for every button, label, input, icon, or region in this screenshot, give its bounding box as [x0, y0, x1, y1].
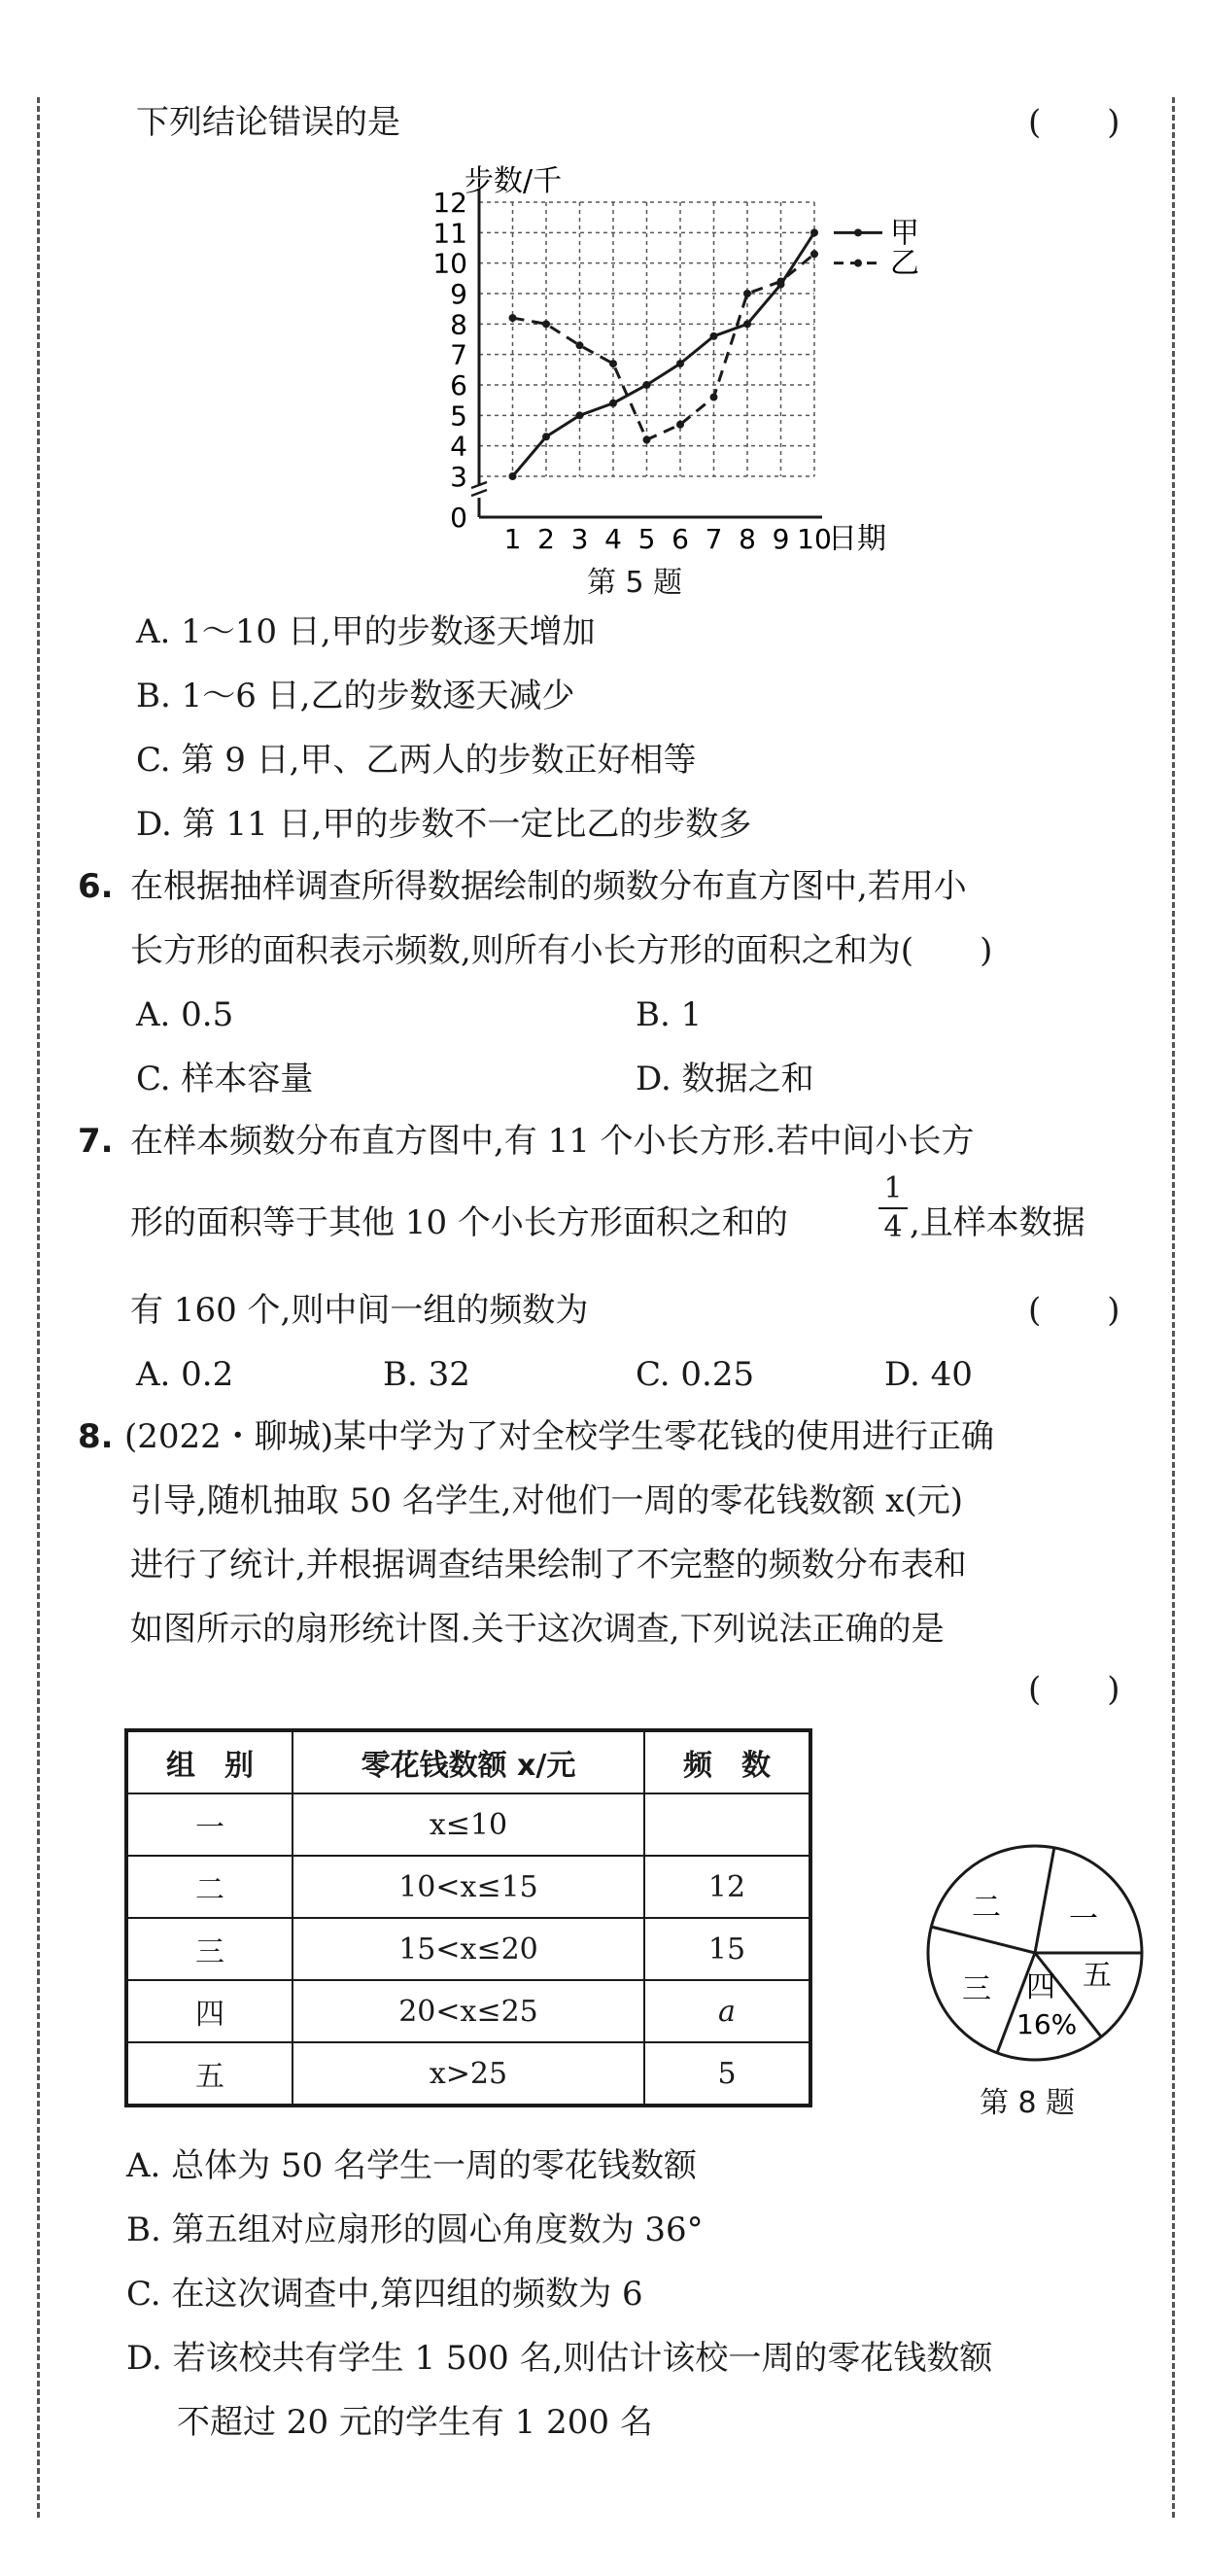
- pie-label-4: 四: [1026, 1970, 1055, 2004]
- q8-line3: 进行了统计,并根据调查结果绘制了不完整的频数分布表和: [130, 1546, 967, 1584]
- q5-option-a: A. 1～10 日,甲的步数逐天增加: [136, 612, 596, 651]
- table-header-amount: 零花钱数额 x/元: [293, 1730, 644, 1793]
- q7-option-c: C. 0.25: [636, 1355, 755, 1394]
- chart-legend: [834, 216, 919, 280]
- q5-line-chart: [389, 156, 1011, 612]
- table-row: [126, 1980, 810, 2042]
- pie-divider: [931, 1927, 1035, 1953]
- q7-line1: 在样本频数分布直方图中,有 11 个小长方形.若中间小长方: [130, 1122, 975, 1161]
- q8-number: 8.: [78, 1417, 114, 1456]
- y-tick-label: 5: [450, 400, 467, 433]
- q6-line2: 长方形的面积表示频数,则所有小长方形的面积之和为( ): [130, 931, 993, 970]
- series-line-yi: [513, 254, 815, 439]
- data-point: [643, 381, 651, 389]
- x-tick-label: 2: [537, 523, 555, 555]
- legend-marker-yi: [854, 260, 862, 267]
- axis-break-mark: [471, 482, 487, 496]
- q8-line4: 如图所示的扇形统计图.关于这次调查,下列说法正确的是: [130, 1610, 945, 1649]
- data-point: [743, 320, 751, 328]
- table-cell: 10<x≤15: [293, 1856, 644, 1918]
- q5-caption: 第 5 题: [587, 566, 683, 600]
- chart-ylabel: 步数/千: [465, 164, 563, 198]
- q7-fraction: [878, 1172, 908, 1244]
- chart-xlabel: 日期: [828, 522, 886, 556]
- q8-option-a: A. 总体为 50 名学生一周的零花钱数额: [126, 2146, 698, 2185]
- fraction-numerator: 1: [883, 1171, 903, 1205]
- data-point: [777, 277, 785, 285]
- y-tick-label: 6: [450, 369, 467, 401]
- table-cell: a: [644, 1980, 810, 2042]
- chart-grid: [479, 202, 814, 476]
- legend-marker-jia: [854, 228, 862, 236]
- table-cell: 一: [126, 1793, 293, 1856]
- legend-label-yi: 乙: [890, 246, 919, 281]
- data-point: [676, 360, 684, 367]
- q5-answer-bracket: ( ): [1028, 103, 1120, 142]
- q8-line2: 引导,随机抽取 50 名学生,对他们一周的零花钱数额 x(元): [130, 1481, 964, 1520]
- table-cell: 五: [126, 2042, 293, 2106]
- x-tick-label: 7: [705, 523, 723, 555]
- data-point: [810, 228, 818, 236]
- margin-line-left: [37, 97, 40, 2518]
- pie-chart: [923, 1841, 1147, 2065]
- fraction-bar: [878, 1207, 908, 1209]
- data-point: [676, 421, 684, 429]
- data-point: [542, 320, 550, 328]
- y-tick-label: 11: [432, 217, 467, 250]
- x-tick-label: 9: [772, 523, 790, 555]
- table-header-row: [126, 1730, 810, 1793]
- data-point: [576, 341, 584, 349]
- q7-line2-end: ,且样本数据: [910, 1203, 1085, 1242]
- table-row: [126, 1856, 810, 1918]
- chart-series: [509, 228, 819, 480]
- q6-option-a: A. 0.5: [136, 995, 234, 1034]
- y-tick-label: 0: [450, 502, 467, 534]
- table-cell: 三: [126, 1918, 293, 1980]
- table-row: [126, 2042, 810, 2106]
- q5-stem: 下列结论错误的是: [136, 103, 400, 142]
- q6-option-d: D. 数据之和: [636, 1060, 814, 1098]
- q8-option-d-cont: 不超过 20 元的学生有 1 200 名: [177, 2403, 653, 2442]
- table-cell: 四: [126, 1980, 293, 2042]
- pie-label-percent: 16%: [1016, 2008, 1078, 2040]
- y-tick-label: 3: [450, 461, 467, 493]
- x-tick-label: 10: [797, 523, 832, 555]
- data-point: [810, 250, 818, 258]
- y-tick-label: 9: [450, 278, 467, 310]
- x-tick-label: 5: [637, 523, 656, 555]
- data-point: [710, 394, 718, 401]
- q5-option-c: C. 第 9 日,甲、乙两人的步数正好相等: [136, 741, 697, 780]
- table-header-group: 组 别: [126, 1730, 293, 1793]
- table-cell: 二: [126, 1856, 293, 1918]
- q8-option-c: C. 在这次调查中,第四组的频数为 6: [126, 2275, 643, 2314]
- q7-option-b: B. 32: [383, 1355, 470, 1394]
- pie-label-5: 五: [1083, 1959, 1112, 1993]
- table-cell: 15: [644, 1918, 810, 1980]
- q6-number: 6.: [78, 867, 114, 906]
- table-row: [126, 1918, 810, 1980]
- frequency-table: [124, 1728, 812, 2107]
- x-tick-label: 3: [570, 523, 589, 555]
- x-tick-label: 8: [739, 523, 756, 555]
- q7-number: 7.: [78, 1122, 114, 1161]
- q5-option-b: B. 1～6 日,乙的步数逐天减少: [136, 677, 575, 715]
- pie-label-1: 一: [1069, 1902, 1098, 1936]
- table-cell: 12: [644, 1856, 810, 1918]
- table-header-frequency: 频 数: [644, 1730, 810, 1793]
- chart-ticks: [432, 187, 831, 555]
- q7-option-a: A. 0.2: [136, 1355, 234, 1394]
- table-row: [126, 1793, 810, 1856]
- margin-line-right: [1172, 97, 1175, 2518]
- data-point: [509, 314, 517, 322]
- q6-option-b: B. 1: [636, 995, 703, 1034]
- table-cell: 5: [644, 2042, 810, 2106]
- q6-line1: 在根据抽样调查所得数据绘制的频数分布直方图中,若用小: [130, 867, 967, 906]
- q5-option-d: D. 第 11 日,甲的步数不一定比乙的步数多: [136, 805, 752, 844]
- data-point: [609, 360, 617, 367]
- table-cell: 20<x≤25: [293, 1980, 644, 2042]
- data-point: [710, 332, 718, 340]
- q8-line1: (2022・聊城)某中学为了对全校学生零花钱的使用进行正确: [124, 1417, 995, 1456]
- q8-answer-bracket: ( ): [1028, 1670, 1120, 1709]
- y-tick-label: 12: [432, 187, 467, 219]
- y-tick-label: 10: [432, 247, 467, 280]
- q8-option-d: D. 若该校共有学生 1 500 名,则估计该校一周的零花钱数额: [126, 2339, 993, 2378]
- pie-label-3: 三: [962, 1972, 991, 2006]
- q6-option-c: C. 样本容量: [136, 1060, 314, 1098]
- table-cell: x>25: [293, 2042, 644, 2106]
- data-point: [576, 411, 584, 419]
- pie-label-2: 二: [972, 1891, 1001, 1925]
- x-tick-label: 1: [503, 523, 522, 555]
- q7-line2-start: 形的面积等于其他 10 个小长方形面积之和的: [130, 1203, 788, 1242]
- data-point: [509, 472, 517, 480]
- q8-option-b: B. 第五组对应扇形的圆心角度数为 36°: [126, 2210, 704, 2249]
- fraction-denominator: 4: [883, 1210, 903, 1244]
- table-cell: x≤10: [293, 1793, 644, 1856]
- q7-line3: 有 160 个,则中间一组的频数为: [130, 1291, 589, 1330]
- table-cell: [644, 1793, 810, 1856]
- data-point: [609, 400, 617, 407]
- table-cell: 15<x≤20: [293, 1918, 644, 1980]
- y-tick-label: 8: [450, 308, 467, 341]
- data-point: [643, 435, 651, 443]
- y-tick-label: 4: [450, 430, 467, 463]
- data-point: [743, 290, 751, 297]
- q8-caption: 第 8 题: [980, 2086, 1076, 2120]
- pie-divider: [1035, 1847, 1054, 1953]
- q7-option-d: D. 40: [884, 1355, 973, 1394]
- data-point: [542, 433, 550, 440]
- y-tick-label: 7: [450, 338, 467, 371]
- legend-label-jia: 甲: [890, 216, 919, 251]
- x-tick-label: 6: [671, 523, 689, 555]
- q7-answer-bracket: ( ): [1028, 1291, 1120, 1330]
- x-tick-label: 4: [604, 523, 622, 555]
